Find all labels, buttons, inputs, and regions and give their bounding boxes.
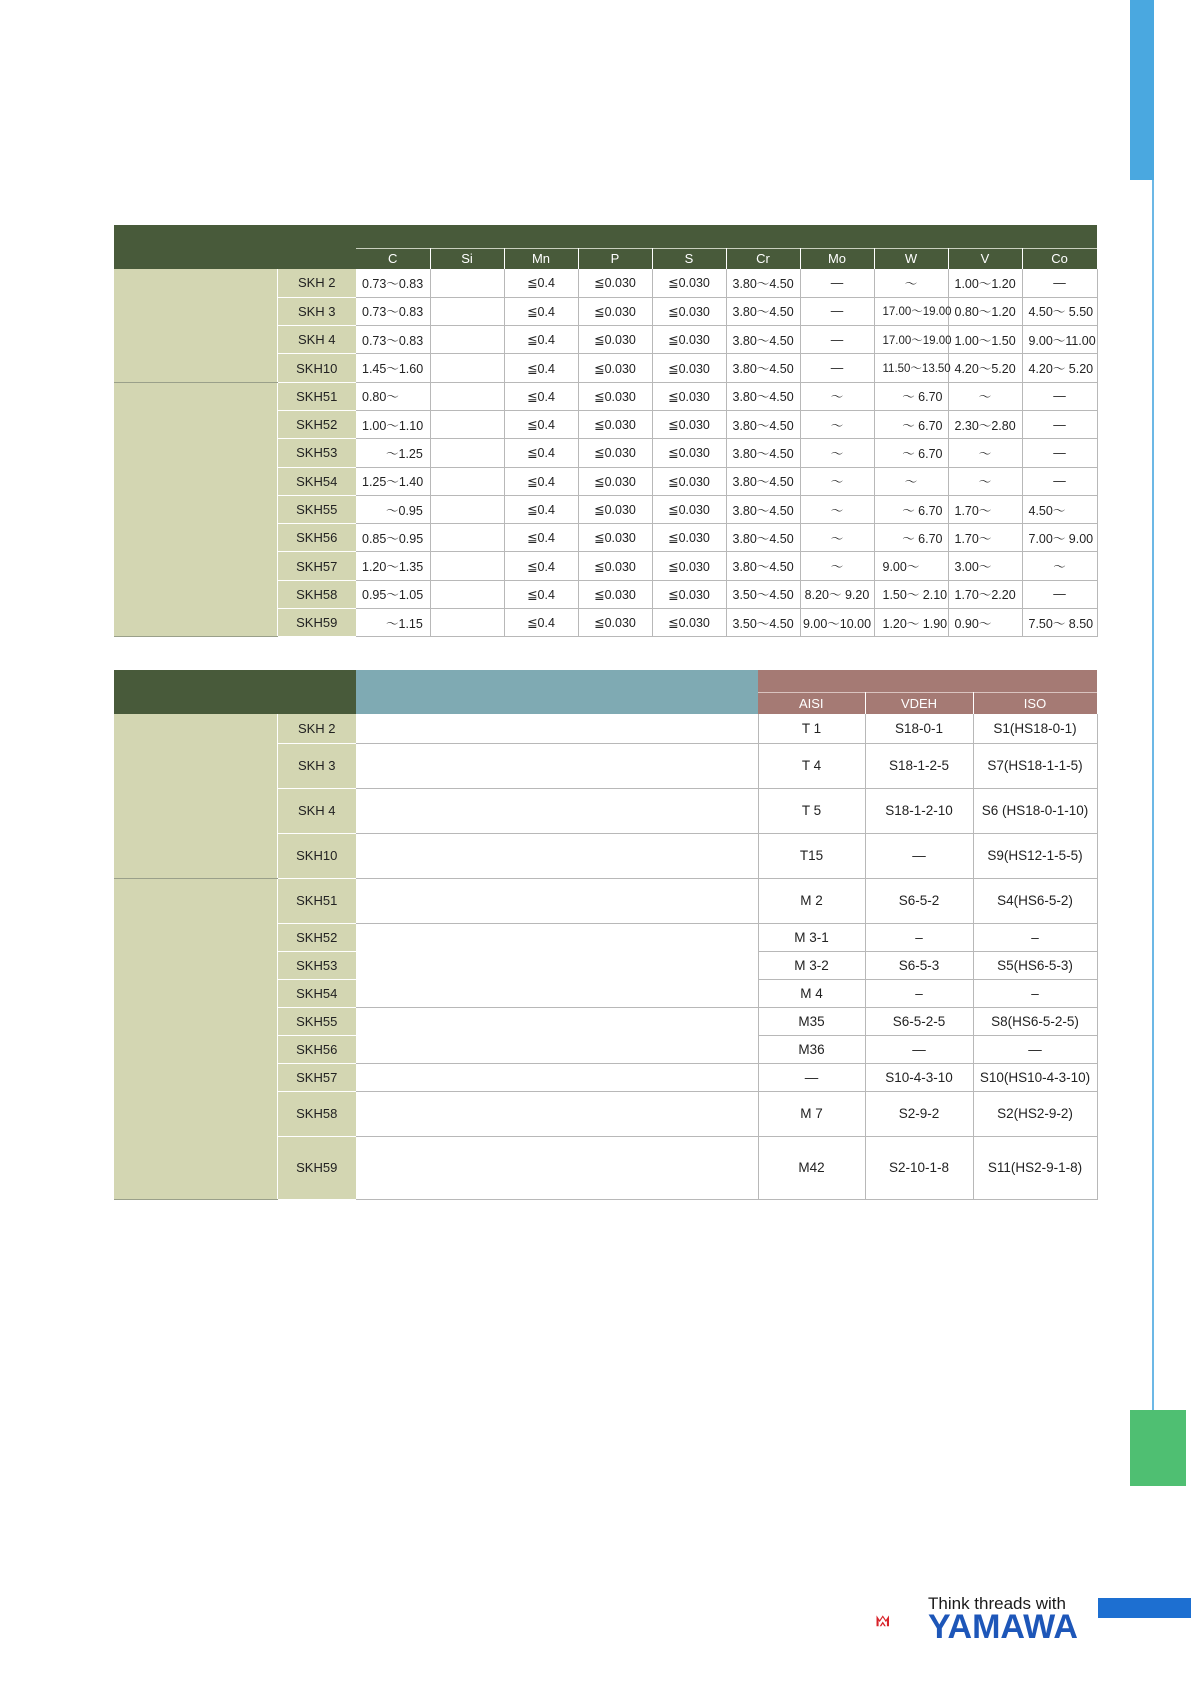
side-index-tab-green — [1130, 1410, 1186, 1486]
cell-w: 1.50〜 2.10 — [874, 580, 948, 608]
header-category-2 — [114, 670, 277, 714]
cell-c: 〜0.95 — [356, 495, 430, 523]
cell-aisi: T 1 — [758, 714, 865, 743]
cell-w: 〜 6.70 — [874, 439, 948, 467]
cell-mo: 〜 — [800, 524, 874, 552]
grade-label: SKH10 — [277, 833, 356, 878]
cell-co: 9.00〜11.00 — [1022, 326, 1097, 354]
cell-aisi: M 7 — [758, 1091, 865, 1136]
cell-si — [430, 495, 504, 523]
cell-si — [430, 410, 504, 438]
grade-label: SKH58 — [277, 1091, 356, 1136]
cell-v: 1.00〜1.50 — [948, 326, 1022, 354]
cell-aisi: M42 — [758, 1136, 865, 1199]
cell-iso: S5(HS6-5-3) — [973, 951, 1097, 979]
cell-mn: ≦0.4 — [504, 297, 578, 325]
col-header-si: Si — [430, 248, 504, 269]
cell-mn: ≦0.4 — [504, 439, 578, 467]
cell-mo: 8.20〜 9.20 — [800, 580, 874, 608]
grade-label: SKH59 — [277, 609, 356, 637]
cell-cr: 3.80〜4.50 — [726, 439, 800, 467]
cell-vdeh: S2-10-1-8 — [865, 1136, 973, 1199]
cell-mo: — — [800, 297, 874, 325]
cell-w: 1.20〜 1.90 — [874, 609, 948, 637]
features-cell — [356, 1007, 758, 1063]
cell-si — [430, 609, 504, 637]
cell-iso: S8(HS6-5-2-5) — [973, 1007, 1097, 1035]
cell-aisi: M35 — [758, 1007, 865, 1035]
cell-s: ≦0.030 — [652, 552, 726, 580]
cell-mn: ≦0.4 — [504, 382, 578, 410]
header-features — [356, 670, 758, 714]
cell-s: ≦0.030 — [652, 439, 726, 467]
cell-cr: 3.80〜4.50 — [726, 495, 800, 523]
cell-cr: 3.80〜4.50 — [726, 382, 800, 410]
cell-c: 1.45〜1.60 — [356, 354, 430, 382]
cell-aisi: M 3-2 — [758, 951, 865, 979]
cell-vdeh: S2-9-2 — [865, 1091, 973, 1136]
cell-c: 〜1.25 — [356, 439, 430, 467]
cell-vdeh: – — [865, 923, 973, 951]
cell-mn: ≦0.4 — [504, 609, 578, 637]
cell-iso: S11(HS2-9-1-8) — [973, 1136, 1097, 1199]
grade-label: SKH53 — [277, 439, 356, 467]
standards-table — [114, 670, 1098, 1200]
cell-v: 1.70〜 — [948, 524, 1022, 552]
cell-cr: 3.80〜4.50 — [726, 354, 800, 382]
grade-label: SKH55 — [277, 1007, 356, 1035]
cell-mo: 〜 — [800, 467, 874, 495]
col-header-v: V — [948, 248, 1022, 269]
cell-mo: 〜 — [800, 439, 874, 467]
cell-si — [430, 326, 504, 354]
grade-label: SKH57 — [277, 1063, 356, 1091]
cell-iso: S4(HS6-5-2) — [973, 878, 1097, 923]
cell-w: 〜 6.70 — [874, 410, 948, 438]
cell-vdeh: S6-5-2-5 — [865, 1007, 973, 1035]
cell-co: 4.50〜 5.50 — [1022, 297, 1097, 325]
cell-w: 〜 6.70 — [874, 495, 948, 523]
cell-s: ≦0.030 — [652, 609, 726, 637]
cell-iso: — — [973, 1035, 1097, 1063]
yamawa-logo-mark — [876, 1594, 928, 1646]
header-grade — [277, 225, 356, 269]
cell-vdeh: S6-5-3 — [865, 951, 973, 979]
cell-s: ≦0.030 — [652, 382, 726, 410]
cell-si — [430, 467, 504, 495]
cell-mo: 〜 — [800, 552, 874, 580]
cell-vdeh: S18-0-1 — [865, 714, 973, 743]
cell-w: 〜 — [874, 467, 948, 495]
cell-s: ≦0.030 — [652, 467, 726, 495]
cell-v: 2.30〜2.80 — [948, 410, 1022, 438]
grade-label: SKH53 — [277, 951, 356, 979]
cell-cr: 3.80〜4.50 — [726, 326, 800, 354]
cell-si — [430, 580, 504, 608]
standards-row — [114, 878, 1097, 923]
cell-co: — — [1022, 410, 1097, 438]
cell-v: 4.20〜5.20 — [948, 354, 1022, 382]
cell-v: 〜 — [948, 439, 1022, 467]
cell-cr: 3.80〜4.50 — [726, 524, 800, 552]
cell-p: ≦0.030 — [578, 439, 652, 467]
cell-cr: 3.80〜4.50 — [726, 467, 800, 495]
footer-accent-bar — [1098, 1598, 1191, 1618]
cell-s: ≦0.030 — [652, 524, 726, 552]
cell-p: ≦0.030 — [578, 410, 652, 438]
cell-w: 17.00〜19.00 — [874, 326, 948, 354]
group-tungsten — [114, 269, 277, 382]
cell-si — [430, 439, 504, 467]
grade-label: SKH55 — [277, 495, 356, 523]
features-cell — [356, 878, 758, 923]
cell-aisi: — — [758, 1063, 865, 1091]
cell-c: 1.00〜1.10 — [356, 410, 430, 438]
col-header-vdeh: VDEH — [865, 692, 973, 714]
cell-s: ≦0.030 — [652, 580, 726, 608]
cell-si — [430, 524, 504, 552]
cell-mn: ≦0.4 — [504, 354, 578, 382]
header-grade-2 — [277, 670, 356, 714]
cell-mo: 〜 — [800, 495, 874, 523]
cell-c: 0.80〜 — [356, 382, 430, 410]
cell-co: — — [1022, 467, 1097, 495]
cell-s: ≦0.030 — [652, 495, 726, 523]
col-header-aisi: AISI — [758, 692, 865, 714]
cell-vdeh: — — [865, 1035, 973, 1063]
grade-label: SKH54 — [277, 979, 356, 1007]
cell-co: — — [1022, 439, 1097, 467]
cell-vdeh: — — [865, 833, 973, 878]
cell-mo: 9.00〜10.00 — [800, 609, 874, 637]
cell-w: 〜 — [874, 269, 948, 297]
cell-co: — — [1022, 269, 1097, 297]
col-header-cr: Cr — [726, 248, 800, 269]
cell-aisi: T15 — [758, 833, 865, 878]
cell-iso: S2(HS2-9-2) — [973, 1091, 1097, 1136]
grade-label: SKH54 — [277, 467, 356, 495]
grade-label: SKH51 — [277, 878, 356, 923]
cell-cr: 3.80〜4.50 — [726, 410, 800, 438]
cell-iso: S6 (HS18-0-1-10) — [973, 788, 1097, 833]
cell-aisi: M36 — [758, 1035, 865, 1063]
composition-row — [114, 382, 1097, 410]
grade-label: SKH 2 — [277, 714, 356, 743]
standards-row — [114, 714, 1097, 743]
cell-v: 1.00〜1.20 — [948, 269, 1022, 297]
cell-co: — — [1022, 382, 1097, 410]
col-header-mn: Mn — [504, 248, 578, 269]
cell-p: ≦0.030 — [578, 382, 652, 410]
cell-vdeh: S10-4-3-10 — [865, 1063, 973, 1091]
cell-co: 7.50〜 8.50 — [1022, 609, 1097, 637]
group-molybdenum — [114, 382, 277, 637]
cell-s: ≦0.030 — [652, 269, 726, 297]
features-cell — [356, 1136, 758, 1199]
grade-label: SKH57 — [277, 552, 356, 580]
col-header-co: Co — [1022, 248, 1097, 269]
cell-si — [430, 552, 504, 580]
cell-p: ≦0.030 — [578, 580, 652, 608]
cell-mn: ≦0.4 — [504, 326, 578, 354]
features-cell — [356, 1091, 758, 1136]
col-header-s: S — [652, 248, 726, 269]
cell-w: 9.00〜 — [874, 552, 948, 580]
cell-cr: 3.50〜4.50 — [726, 609, 800, 637]
col-header-iso: ISO — [973, 692, 1097, 714]
grade-label: SKH 3 — [277, 297, 356, 325]
group-tungsten-2 — [114, 714, 277, 878]
cell-p: ≦0.030 — [578, 269, 652, 297]
col-header-p: P — [578, 248, 652, 269]
cell-c: 〜1.15 — [356, 609, 430, 637]
cell-v: 〜 — [948, 467, 1022, 495]
cell-si — [430, 269, 504, 297]
cell-cr: 3.80〜4.50 — [726, 269, 800, 297]
cell-cr: 3.80〜4.50 — [726, 552, 800, 580]
col-header-c: C — [356, 248, 430, 269]
features-cell — [356, 743, 758, 788]
cell-iso: – — [973, 979, 1097, 1007]
grade-label: SKH56 — [277, 1035, 356, 1063]
cell-p: ≦0.030 — [578, 524, 652, 552]
cell-v: 3.00〜 — [948, 552, 1022, 580]
cell-p: ≦0.030 — [578, 609, 652, 637]
composition-table — [114, 225, 1098, 637]
cell-aisi: M 4 — [758, 979, 865, 1007]
cell-mo: — — [800, 269, 874, 297]
cell-iso: S7(HS18-1-1-5) — [973, 743, 1097, 788]
cell-si — [430, 354, 504, 382]
cell-v: 0.80〜1.20 — [948, 297, 1022, 325]
grade-label: SKH 2 — [277, 269, 356, 297]
cell-v: 〜 — [948, 382, 1022, 410]
cell-mo: — — [800, 326, 874, 354]
cell-c: 0.73〜0.83 — [356, 269, 430, 297]
grade-label: SKH56 — [277, 524, 356, 552]
cell-mn: ≦0.4 — [504, 552, 578, 580]
cell-c: 1.25〜1.40 — [356, 467, 430, 495]
cell-v: 1.70〜2.20 — [948, 580, 1022, 608]
cell-p: ≦0.030 — [578, 297, 652, 325]
grade-label: SKH10 — [277, 354, 356, 382]
cell-c: 1.20〜1.35 — [356, 552, 430, 580]
cell-cr: 3.80〜4.50 — [726, 297, 800, 325]
cell-mn: ≦0.4 — [504, 495, 578, 523]
cell-vdeh: S18-1-2-5 — [865, 743, 973, 788]
cell-p: ≦0.030 — [578, 354, 652, 382]
features-cell — [356, 1063, 758, 1091]
cell-c: 0.95〜1.05 — [356, 580, 430, 608]
header-category — [114, 225, 277, 269]
grade-label: SKH59 — [277, 1136, 356, 1199]
cell-w: 17.00〜19.00 — [874, 297, 948, 325]
cell-iso: S10(HS10-4-3-10) — [973, 1063, 1097, 1091]
grade-label: SKH 3 — [277, 743, 356, 788]
logo-brand: YAMAWA — [928, 1608, 1078, 1646]
cell-mo: 〜 — [800, 382, 874, 410]
cell-iso: – — [973, 923, 1097, 951]
cell-p: ≦0.030 — [578, 495, 652, 523]
cell-s: ≦0.030 — [652, 326, 726, 354]
cell-si — [430, 297, 504, 325]
cell-s: ≦0.030 — [652, 297, 726, 325]
grade-label: SKH51 — [277, 382, 356, 410]
cell-co: 4.50〜 — [1022, 495, 1097, 523]
cell-vdeh: – — [865, 979, 973, 1007]
cell-v: 0.90〜 — [948, 609, 1022, 637]
cell-vdeh: S6-5-2 — [865, 878, 973, 923]
cell-c: 0.73〜0.83 — [356, 297, 430, 325]
cell-p: ≦0.030 — [578, 326, 652, 354]
grade-label: SKH52 — [277, 923, 356, 951]
cell-mn: ≦0.4 — [504, 269, 578, 297]
side-index-tab-blue — [1130, 0, 1154, 180]
cell-si — [430, 382, 504, 410]
cell-mn: ≦0.4 — [504, 524, 578, 552]
cell-aisi: T 5 — [758, 788, 865, 833]
cell-mo: — — [800, 354, 874, 382]
features-cell — [356, 714, 758, 743]
cell-co: 4.20〜 5.20 — [1022, 354, 1097, 382]
cell-c: 0.73〜0.83 — [356, 326, 430, 354]
cell-w: 〜 6.70 — [874, 524, 948, 552]
cell-iso: S9(HS12-1-5-5) — [973, 833, 1097, 878]
cell-aisi: M 3-1 — [758, 923, 865, 951]
cell-mn: ≦0.4 — [504, 467, 578, 495]
logo-tagline: Think threads with — [928, 1594, 1066, 1613]
cell-c: 0.85〜0.95 — [356, 524, 430, 552]
grade-label: SKH58 — [277, 580, 356, 608]
cell-co: — — [1022, 580, 1097, 608]
cell-co: 7.00〜 9.00 — [1022, 524, 1097, 552]
header-equivalents — [758, 670, 1097, 692]
cell-s: ≦0.030 — [652, 354, 726, 382]
cell-vdeh: S18-1-2-10 — [865, 788, 973, 833]
grade-label: SKH 4 — [277, 788, 356, 833]
grade-label: SKH52 — [277, 410, 356, 438]
header-composition — [356, 225, 1097, 248]
col-header-mo: Mo — [800, 248, 874, 269]
cell-aisi: T 4 — [758, 743, 865, 788]
features-cell — [356, 923, 758, 1007]
cell-cr: 3.50〜4.50 — [726, 580, 800, 608]
cell-v: 1.70〜 — [948, 495, 1022, 523]
features-cell — [356, 833, 758, 878]
cell-iso: S1(HS18-0-1) — [973, 714, 1097, 743]
grade-label: SKH 4 — [277, 326, 356, 354]
cell-p: ≦0.030 — [578, 467, 652, 495]
cell-s: ≦0.030 — [652, 410, 726, 438]
cell-mo: 〜 — [800, 410, 874, 438]
cell-w: 〜 6.70 — [874, 382, 948, 410]
side-guide-line — [1152, 180, 1154, 1420]
cell-p: ≦0.030 — [578, 552, 652, 580]
cell-mn: ≦0.4 — [504, 410, 578, 438]
cell-w: 11.50〜13.50 — [874, 354, 948, 382]
cell-co: 〜 — [1022, 552, 1097, 580]
cell-mn: ≦0.4 — [504, 580, 578, 608]
composition-row — [114, 269, 1097, 297]
features-cell — [356, 788, 758, 833]
group-molybdenum-2 — [114, 878, 277, 1199]
col-header-w: W — [874, 248, 948, 269]
cell-aisi: M 2 — [758, 878, 865, 923]
